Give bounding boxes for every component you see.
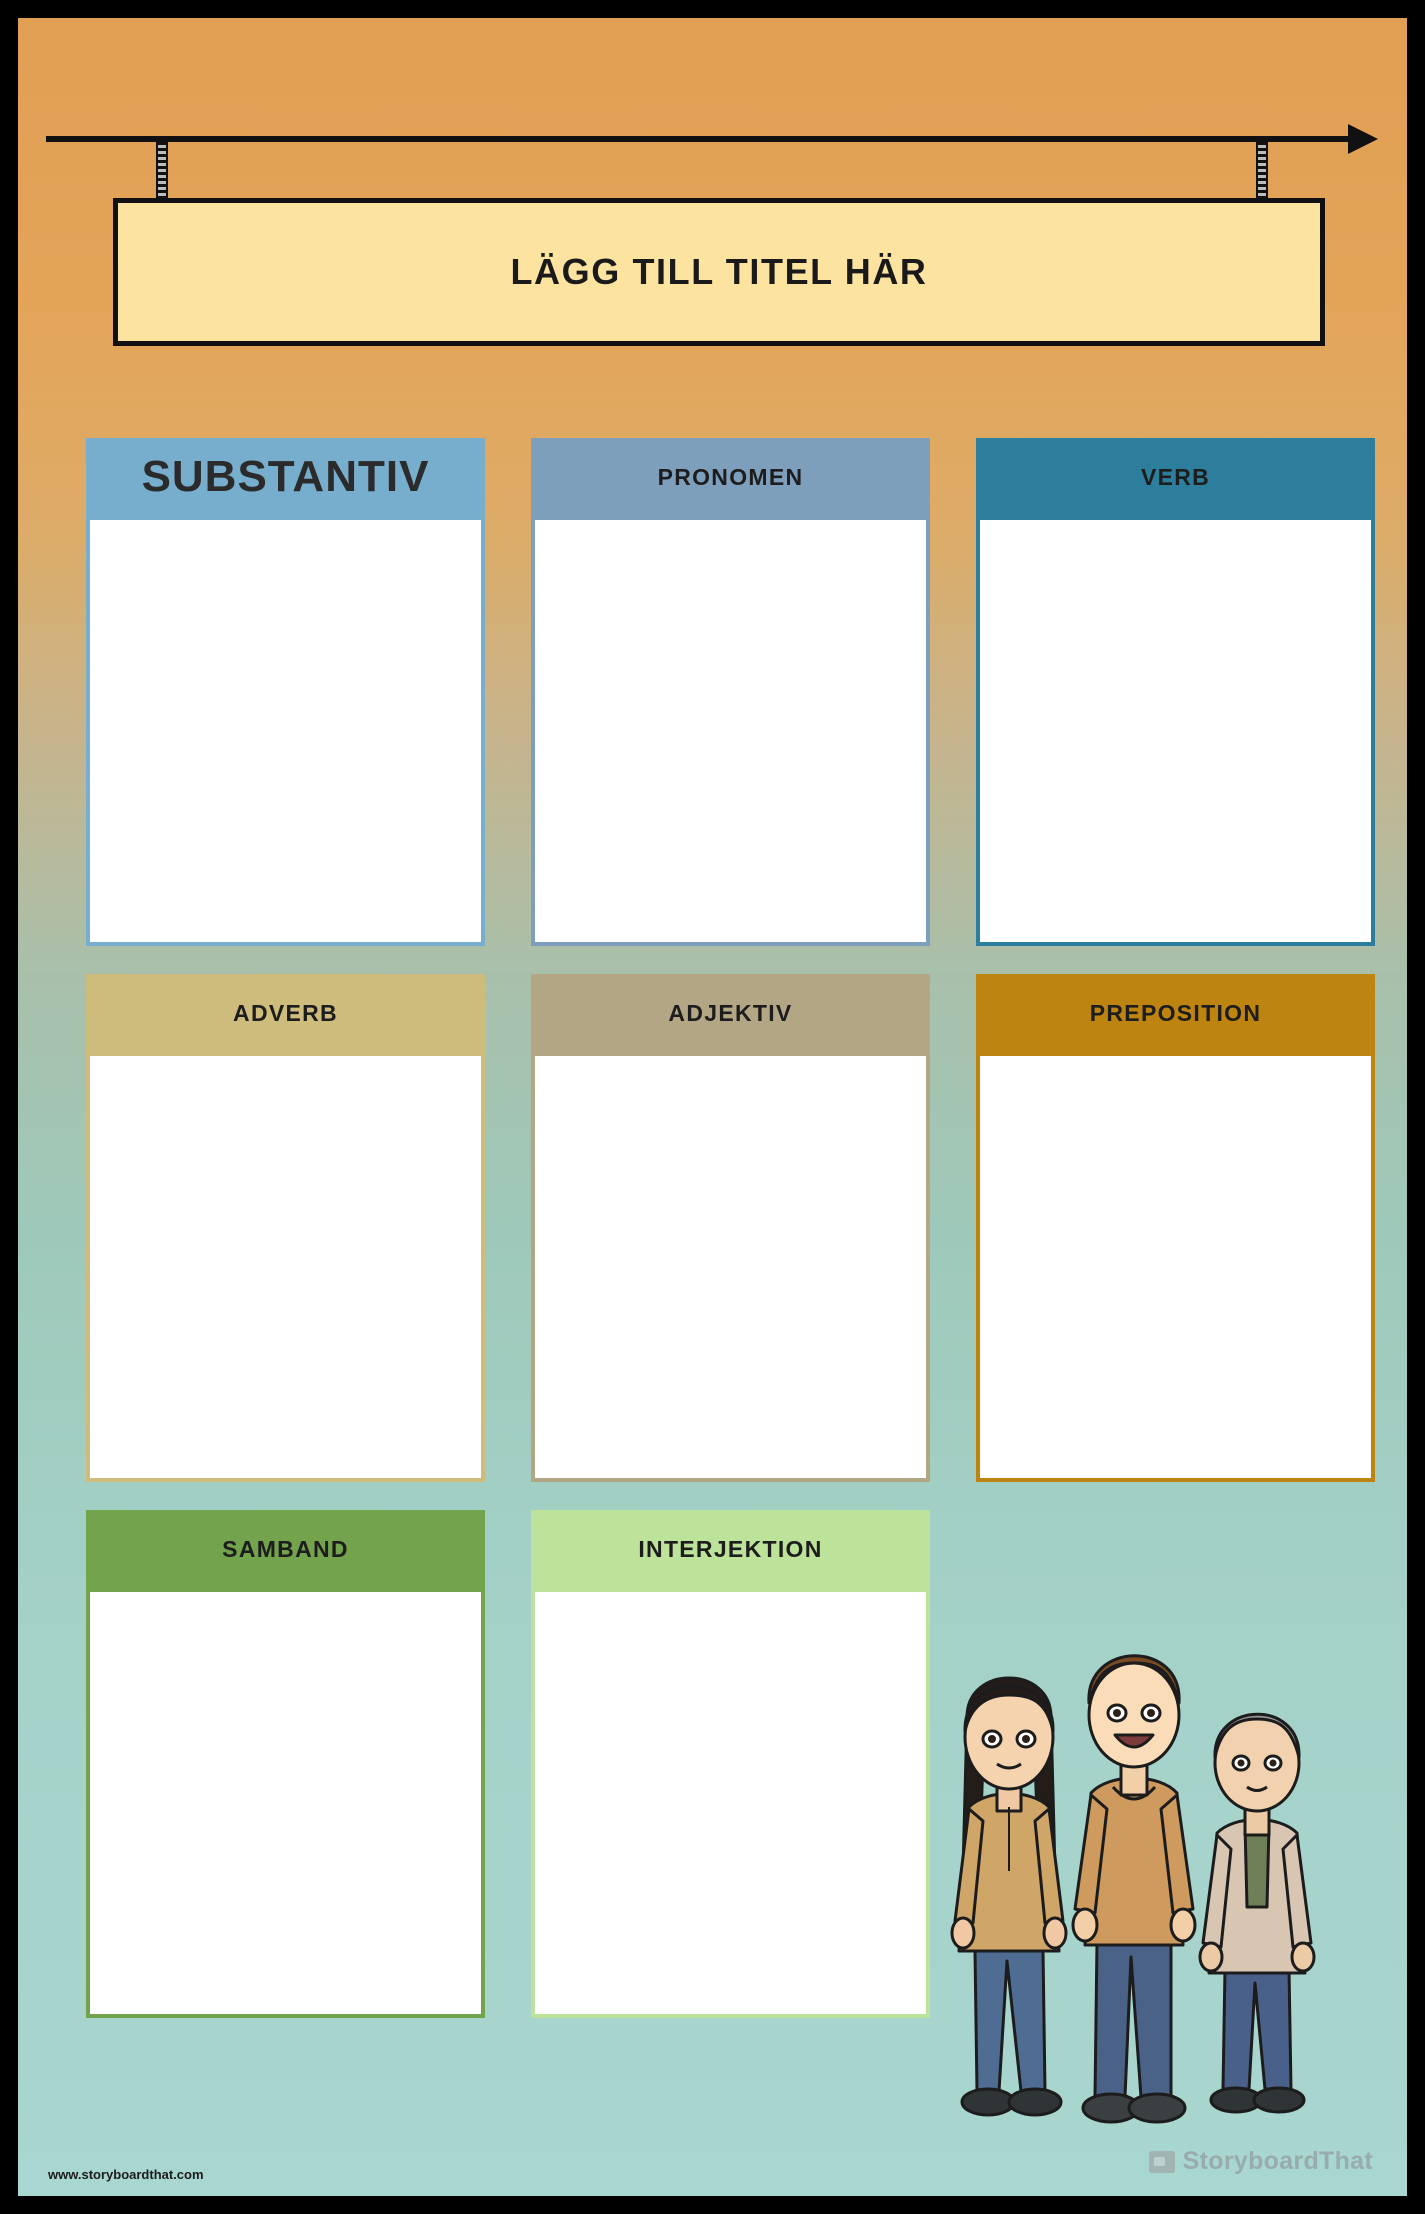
card-header-samband: SAMBAND — [86, 1510, 485, 1588]
chain-right-icon — [1256, 142, 1268, 204]
footer-url[interactable]: www.storyboardthat.com — [48, 2167, 204, 2182]
watermark — [1149, 2147, 1373, 2176]
card-adjektiv — [531, 974, 930, 1482]
person-man — [1073, 1656, 1195, 2122]
card-body-preposition[interactable] — [976, 1052, 1375, 1482]
grid-cell — [508, 1510, 953, 2046]
grid-cell — [953, 974, 1398, 1510]
card-body-adverb[interactable] — [86, 1052, 485, 1482]
card-interjektion — [531, 1510, 930, 2018]
card-header-substantiv: SUBSTANTIV — [86, 438, 485, 516]
card-body-samband[interactable] — [86, 1588, 485, 2018]
person-older — [1200, 1714, 1314, 2112]
card-samband — [86, 1510, 485, 2018]
page-title: LÄGG TILL TITEL HÄR — [510, 251, 928, 292]
card-header-verb: VERB — [976, 438, 1375, 516]
card-header-preposition: PREPOSITION — [976, 974, 1375, 1052]
card-header-pronomen: PRONOMEN — [531, 438, 930, 516]
card-body-interjektion[interactable] — [531, 1588, 930, 2018]
title-board[interactable] — [113, 198, 1325, 346]
card-header-adverb: ADVERB — [86, 974, 485, 1052]
card-header-interjektion: INTERJEKTION — [531, 1510, 930, 1588]
grid-cell — [63, 974, 508, 1510]
grid-cell — [508, 974, 953, 1510]
card-pronomen — [531, 438, 930, 946]
card-substantiv — [86, 438, 485, 946]
card-adverb — [86, 974, 485, 1482]
card-verb — [976, 438, 1375, 946]
card-body-verb[interactable] — [976, 516, 1375, 946]
grid-cell — [508, 438, 953, 974]
rod-arrow-icon — [1348, 124, 1378, 154]
card-preposition — [976, 974, 1375, 1482]
watermark-text: StoryboardThat — [1182, 2147, 1373, 2175]
chain-left-icon — [156, 142, 168, 204]
person-woman — [952, 1678, 1066, 2115]
card-body-pronomen[interactable] — [531, 516, 930, 946]
grid-cell — [63, 438, 508, 974]
watermark-logo-icon — [1149, 2151, 1175, 2173]
grid-cell — [953, 438, 1398, 974]
card-body-substantiv[interactable] — [86, 516, 485, 946]
sign-rod — [46, 136, 1356, 142]
card-body-adjektiv[interactable] — [531, 1052, 930, 1482]
hanging-sign — [18, 18, 1407, 418]
three-people-illustration — [947, 1621, 1377, 2151]
card-header-adjektiv: ADJEKTIV — [531, 974, 930, 1052]
grid-cell — [63, 1510, 508, 2046]
